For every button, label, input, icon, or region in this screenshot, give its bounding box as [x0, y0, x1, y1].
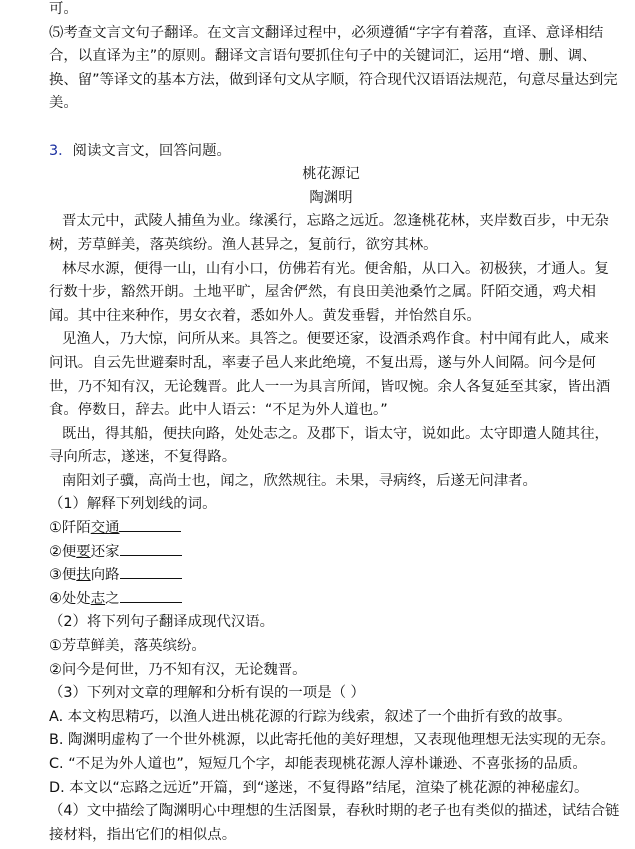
- word-text: 还家: [90, 543, 120, 560]
- sub2-item: ②问今是何世，乃不知有汉，无论魏晋。: [49, 661, 307, 678]
- note-line: ⑸考查文言文句子翻译。在文言文翻译过程中，必须遵循“字字有着落，直译、意译相结: [49, 24, 604, 41]
- word-text: 向路: [90, 567, 120, 584]
- note-line: 美。: [49, 95, 78, 112]
- passage-line: 闻。其中往来种作，男女衣着，悉如外人。黄发垂髫，并怡然自乐。: [49, 307, 481, 324]
- sub4-line: （4）文中描绘了陶渊明心中理想的生活图景，春秋时期的老子也有类似的描述，试结合链: [49, 803, 620, 820]
- word-text: ③便: [49, 567, 77, 584]
- answer-blank[interactable]: [120, 564, 182, 579]
- word-text: 之: [105, 590, 120, 607]
- passage-line: 行数十步，豁然开朗。土地平旷，屋舍俨然，有良田美池桑竹之属。阡陌交通，鸡犬相: [49, 284, 596, 301]
- option-c: C. “不足为外人道也”，短短几个字，却能表现桃花源人淳朴谦逊、不喜张扬的品质。: [49, 756, 587, 772]
- option-b: B. 陶渊明虚构了一个世外桃源，以此寄托他的美好理想，又表现他理想无法实现的无奈。: [49, 732, 615, 749]
- previous-answer-tail: 可。: [49, 1, 78, 17]
- passage-line: 既出，得其船，便扶向路，处处志之。及郡下，诣太守，说如此。太守即遣人随其往，: [62, 425, 609, 442]
- passage-author: 陶渊明: [309, 189, 353, 206]
- note-line: 合，以直译为主”的原则。翻译文言语句要抓住句子中的关键词汇，运用“增、删、调、: [49, 48, 597, 65]
- passage-line: 食。停数日，辞去。此中人语云：“不足为外人道也。”: [49, 402, 388, 419]
- answer-blank[interactable]: [120, 588, 182, 603]
- passage-title: 桃花源记: [302, 166, 360, 183]
- sub3-prompt: （3）下列对文章的理解和分析有误的一项是（ ）: [49, 685, 365, 702]
- blank-line: [49, 116, 619, 140]
- underlined-word: 要: [76, 543, 91, 560]
- sub1-prompt: （1）解释下列划线的词。: [49, 496, 217, 513]
- underlined-word: 志: [90, 590, 106, 607]
- word-item: [49, 541, 619, 565]
- word-item: [49, 588, 619, 612]
- passage-line: 世，乃不知有汉，无论魏晋。此人一一为具言所闻，皆叹惋。余人各复延至其家，皆出酒: [49, 378, 611, 395]
- passage-line: 晋太元中，武陵人捕鱼为业。缘溪行，忘路之远近。忽逢桃花林，夹岸数百步，中无杂: [62, 213, 609, 230]
- passage-line: 寻向所志，遂迷，不复得路。: [49, 449, 237, 466]
- passage-line: 见渔人，乃大惊，问所从来。具答之。便要还家，设酒杀鸡作食。村中闻有此人，咸来: [62, 331, 609, 348]
- word-text: ②便: [49, 543, 77, 560]
- word-item: [49, 564, 619, 588]
- answer-blank[interactable]: [120, 541, 182, 556]
- word-item: [49, 517, 619, 541]
- sub2-item: ①芳草鲜美，落英缤纷。: [49, 638, 206, 655]
- passage-line: 问讯。自云先世避秦时乱，率妻子邑人来此绝境，不复出焉，遂与外人间隔。问今是何: [49, 354, 596, 371]
- sub1-items: [49, 517, 619, 611]
- word-text: ④处处: [49, 590, 91, 607]
- answer-blank[interactable]: [119, 517, 181, 532]
- passage: [49, 210, 619, 493]
- passage-line: 林尽水源，便得一山，山有小口，仿佛若有光。便舍船，从口入。初极狭，才通人。复: [62, 260, 609, 277]
- word-text: ①阡陌: [49, 520, 91, 537]
- underlined-word: 扶: [76, 567, 91, 584]
- document-page: [49, 0, 619, 847]
- sub2-prompt: （2）将下列句子翻译成现代汉语。: [49, 614, 275, 631]
- note-5: [49, 22, 619, 116]
- note-line: 换、留”等译文的基本方法，做到译句文从字顺，符合现代汉语语法规范，句意尽量达到完: [49, 71, 618, 88]
- sub4-line: 接材料，指出它们的相似点。: [49, 826, 237, 843]
- option-a: A. 本文构思精巧，以渔人进出桃花源的行踪为线索，叙述了一个曲折有致的故事。: [49, 708, 572, 725]
- option-d: D. 本文以“忘路之远近”开篇，到“遂迷，不复得路”结尾，渲染了桃花源的神秘虚幻。: [49, 779, 589, 796]
- passage-line: 树，芳草鲜美，落英缤纷。渔人甚异之，复前行，欲穷其林。: [49, 236, 438, 253]
- question-number: 3．: [49, 142, 73, 159]
- question-header: [49, 140, 619, 164]
- underlined-word: 交通: [90, 520, 120, 537]
- question-prompt: 阅读文言文，回答问题。: [72, 142, 231, 159]
- passage-line: 南阳刘子骥，高尚士也，闻之，欣然规往。未果，寻病终，后遂无问津者。: [62, 472, 537, 489]
